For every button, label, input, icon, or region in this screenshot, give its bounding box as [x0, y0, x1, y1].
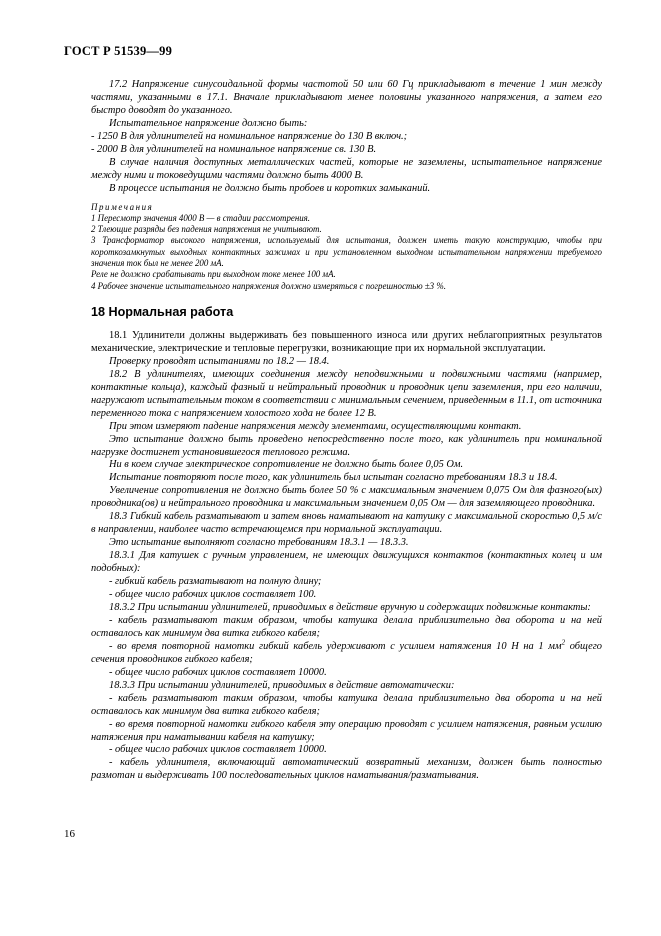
note-item: 2 Тлеющие разряды без падения напряжения не учитывают. — [91, 224, 322, 235]
note-item: 1 Пересмотр значения 4000 В — в стадии рассмотрения. — [91, 212, 311, 223]
paragraph: Это испытание выполняют согласно требованиям 18.3.1 — 18.3.3. — [109, 537, 409, 549]
list-item: - 1250 В для удлинителей на номинальное напряжение до 130 В включ.; — [91, 130, 408, 142]
list-item: - кабель удлинителя, включающий автоматический возвратный механизм, должен быть полностью размотан и выдерживать 100 последовательных циклов наматывания/разматывания. — [91, 757, 602, 782]
paragraph: Ни в коем случае электрическое сопротивление не должно быть более 0,05 Ом. — [109, 459, 464, 471]
list-item: - кабель разматывают таким образом, чтобы катушка делала приблизительно два оборота и на ней оставалось как минимум два витка гибкого кабеля; — [91, 692, 602, 717]
paragraph: Увеличение сопротивления не должно быть более 50 % с максимальным значением 0,075 Ом для фазного(ых) проводника(ов) и нейтрального проводника и максимальным значением 0,05 Ом — для заземляющего проводника. — [91, 485, 602, 510]
paragraph: В процессе испытания не должно быть пробоев и коротких замыканий. — [109, 182, 431, 194]
paragraph-18-3-3: 18.3.3 При испытании удлинителей, приводимых в действие автоматически: — [109, 679, 455, 691]
list-item: - гибкий кабель разматывают на полную длину; — [109, 576, 322, 588]
paragraph-18-2: 18.2 В удлинителях, имеющих соединения между неподвижными и подвижными частями (например, контактные кольца), каждый фазный и нейтральный проводник и проводник цепи заземления, при его наличии, нагружают испытательным током в соответствии с минимальным сечением, приведенным в 11.1, от источника переменного тока с напряжением холостого хода не более 12 В. — [91, 368, 602, 419]
paragraph: Это испытание должно быть проведено непосредственно после того, как удлинитель при номинальной нагрузке достигнет установившегося теплового режима. — [91, 433, 602, 458]
page-number: 16 — [64, 828, 75, 840]
paragraph-18-3-2: 18.3.2 При испытании удлинителей, приводимых в действие вручную и содержащих подвижные контакты: — [109, 601, 591, 613]
paragraph: В случае наличия доступных металлических частей, которые не заземлены, испытательное напряжение между ними и токоведущими частями должно быть 4000 В. — [91, 156, 602, 181]
standard-header: ГОСТ Р 51539—99 — [64, 44, 173, 58]
list-item: - кабель разматывают таким образом, чтобы катушка делала приблизительно два оборота и на ней оставалось как минимум два витка гибкого кабеля; — [91, 614, 602, 639]
document-body — [91, 79, 602, 783]
list-item: - во время повторной намотки гибкого кабеля эту операцию проводят с усилием натяжения, равным усилию натяжения при наматывании кабеля на катушку; — [91, 718, 602, 743]
paragraph: Испытание повторяют после того, как удлинитель был испытан согласно требованиям 18.3 и 18.4. — [109, 472, 558, 484]
paragraph-18-1: 18.1 Удлинители должны выдерживать без повышенного износа или других неблагоприятных результатов механические, электрические и тепловые перегрузки, возникающие при их нормальной эксплуатации. — [91, 329, 602, 354]
paragraph-18-3: 18.3 Гибкий кабель разматывают и затем вновь наматывают на катушку с максимальной скоростью 0,5 м/с в направлении, наиболее часто встречающемся при нормальной эксплуатации. — [91, 511, 602, 536]
note-item: 4 Рабочее значение испытательного напряжения должно измеряться с погрешностью ±3 %. — [91, 280, 446, 291]
paragraph: Испытательное напряжение должно быть: — [109, 117, 308, 129]
paragraph-17-2: 17.2 Напряжение синусоидальной формы частотой 50 или 60 Гц прикладывают в течение 1 мин между частями, указанными в 17.1. Вначале прикладывают менее половины указанного напряжения, а затем его быстро доводят до указанного. — [91, 79, 602, 116]
list-item: - общее число рабочих циклов составляет 100. — [109, 589, 317, 601]
note-item: 3 Трансформатор высокого напряжения, используемый для испытания, должен иметь такую конструкцию, чтобы при короткозамкнутых выходных контактных зажимах и при установленном выходном испытательном напряжении требуемого значения ток был не менее 200 мА. — [91, 235, 602, 269]
superscript: 2 — [561, 638, 566, 647]
paragraph-18-3-1: 18.3.1 Для катушек с ручным управлением, не имеющих движущихся контактов (контактных колец и им подобных): — [91, 550, 602, 575]
notes-title: Примечания — [91, 201, 154, 212]
note-item: Реле не должно срабатывать при выходном токе менее 100 мА. — [91, 269, 336, 280]
paragraph: Проверку проводят испытаниями по 18.2 — 18.4. — [109, 355, 330, 367]
list-item: - общее число рабочих циклов составляет 10000. — [109, 744, 327, 756]
list-item: - общее число рабочих циклов составляет 10000. — [109, 666, 327, 678]
list-item: - 2000 В для удлинителей на номинальное напряжение св. 130 В. — [91, 143, 377, 155]
paragraph: При этом измеряют падение напряжения между элементами, осуществляющими контакт. — [109, 420, 522, 432]
section-heading-18: 18 Нормальная работа — [91, 304, 234, 319]
list-item-text: общего сечения проводников гибкого кабеля; — [91, 640, 602, 665]
list-item — [91, 638, 602, 667]
list-item-text: - во время повторной намотки гибкий кабель удерживают с усилием натяжения 10 Н на 1 мм — [109, 640, 562, 652]
